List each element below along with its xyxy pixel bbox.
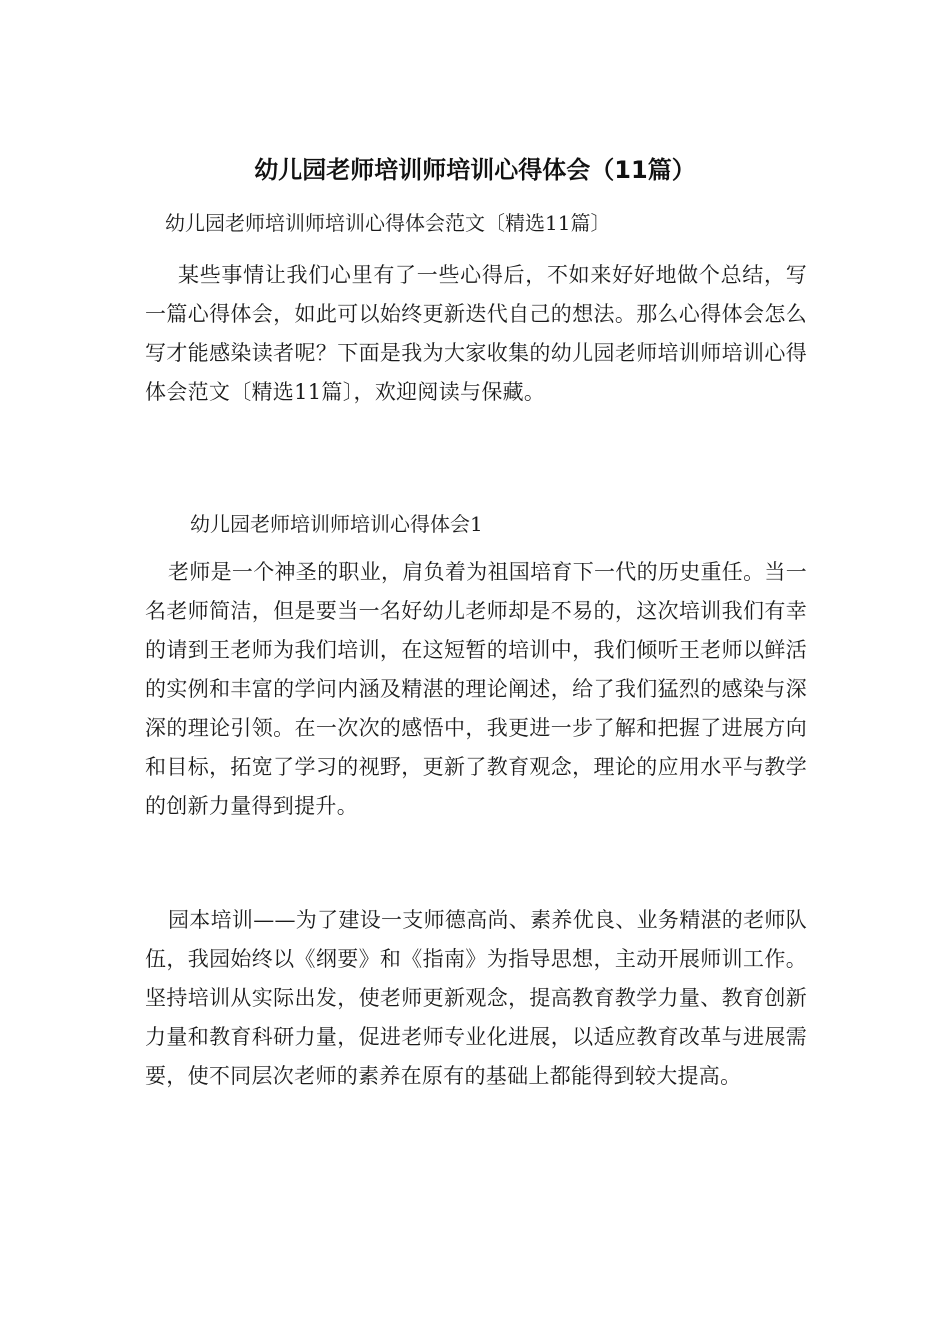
body-paragraph-1: 老师是一个神圣的职业，肩负着为祖国培育下一代的历史重任。当一名老师简洁，但是要当一名好幼儿老师却是不易的，这次培训我们有幸的请到王老师为我们培训，在这短暂的培训中，我们倾听王老师以鲜活的实例和丰富的学问内涵及精湛的理论阐述，给了我们猛烈的感染与深深的理论引领。在一次次的感悟中，我更进一步了解和把握了进展方向和目标，拓宽了学习的视野，更新了教育观念，理论的应用水平与教学的创新力量得到提升。 xyxy=(145,560,807,818)
body-paragraph-2: 园本培训——为了建设一支师德高尚、素养优良、业务精湛的老师队伍，我园始终以《纲要》和《指南》为指导思想，主动开展师训工作。坚持培训从实际出发，使老师更新观念，提高教育教学力量、教育创新力量和教育科研力量，促进老师专业化进展，以适应教育改革与进展需要，使不同层次老师的素养在原有的基础上都能得到较大提高。 xyxy=(145,908,807,1088)
section-heading: 幼儿园老师培训师培训心得体会1 xyxy=(190,512,483,536)
intro-paragraph: 某些事情让我们心里有了一些心得后，不如来好好地做个总结，写一篇心得体会，如此可以始终更新迭代自己的想法。那么心得体会怎么写才能感染读者呢？下面是我为大家收集的幼儿园老师培训师培训心得体会范文〔精选11篇〕，欢迎阅读与保藏。 xyxy=(145,263,807,404)
document-title: 幼儿园老师培训师培训心得体会（11篇） xyxy=(254,156,696,184)
document-subtitle: 幼儿园老师培训师培训心得体会范文〔精选11篇〕 xyxy=(165,211,611,235)
